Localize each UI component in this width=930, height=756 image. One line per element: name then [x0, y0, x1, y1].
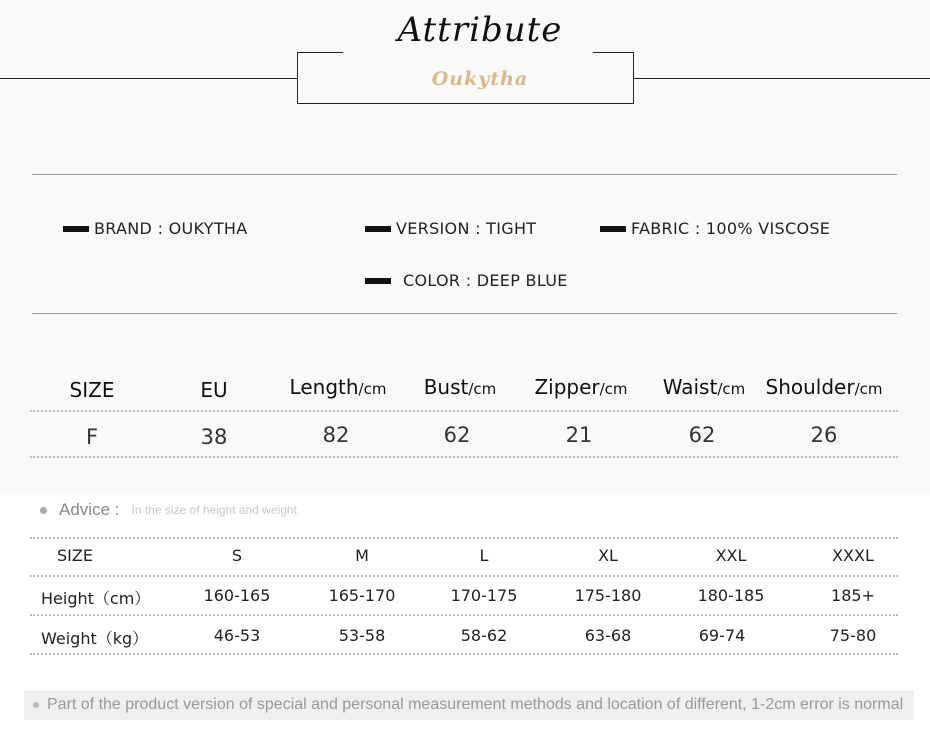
advice-label: Advice : [59, 500, 120, 519]
attribute-label: FABRIC : 100% VISCOSE [631, 219, 831, 238]
weight-value: 46-53 [213, 626, 261, 645]
header-rule-right [633, 78, 930, 79]
bust-value: 62 [443, 423, 471, 447]
bullet-dot-icon [40, 507, 47, 514]
bullet-bar-icon [600, 226, 626, 232]
dotted-divider [30, 537, 898, 539]
waist-header: Waist/cm [662, 375, 746, 399]
attribute-brand [63, 219, 248, 238]
weight-value: 63-68 [584, 626, 632, 645]
advice-col-header: S [231, 546, 243, 565]
length-header: Length/cm [289, 375, 387, 399]
bullet-dot-icon [33, 702, 39, 708]
weight-value: 75-80 [829, 626, 877, 645]
weight-row-label: Weight（kg） [41, 629, 149, 648]
dotted-divider [30, 653, 898, 655]
height-value: 170-175 [450, 586, 518, 605]
bust-header: Bust/cm [423, 375, 497, 399]
divider-top [32, 174, 897, 175]
section-title: Attribute [397, 10, 563, 50]
note-text: Part of the product version of special and personal measurement methods and location of different, 1-2cm error is normal [47, 696, 904, 713]
height-value: 160-165 [203, 586, 271, 605]
dotted-divider [30, 575, 898, 577]
waist-value: 62 [688, 423, 716, 447]
measurement-note [24, 690, 914, 720]
attribute-label: COLOR : DEEP BLUE [403, 271, 568, 290]
height-value: 180-185 [697, 586, 765, 605]
height-row-label: Height（cm） [41, 589, 151, 608]
advice-size-header: SIZE [57, 546, 93, 565]
advice-col-header: XXXL [832, 546, 874, 565]
shoulder-header: Shoulder/cm [765, 375, 883, 399]
attribute-color [365, 271, 568, 290]
advice-col-header: XXL [715, 546, 747, 565]
height-value: 185+ [831, 586, 875, 605]
eu-value: 38 [200, 425, 228, 449]
height-value: 175-180 [574, 586, 642, 605]
brand-subtitle: Oukytha [431, 68, 529, 90]
zipper-header: Zipper/cm [534, 375, 628, 399]
attribute-label: BRAND : OUKYTHA [94, 219, 248, 238]
advice-col-header: L [479, 546, 489, 565]
weight-value: 69-74 [698, 626, 746, 645]
dotted-divider [30, 410, 898, 412]
attribute-version [365, 219, 536, 238]
bullet-bar-icon [365, 226, 391, 232]
length-value: 82 [322, 423, 350, 447]
size-value: F [85, 425, 99, 449]
size-header: SIZE [69, 378, 115, 402]
attribute-fabric [600, 219, 830, 238]
attribute-label: VERSION : TIGHT [396, 219, 537, 238]
weight-value: 53-58 [338, 626, 386, 645]
advice-sublabel: In the size of height and weight [131, 503, 297, 517]
height-value: 165-170 [328, 586, 396, 605]
divider-middle [32, 313, 897, 314]
eu-header: EU [200, 378, 228, 402]
shoulder-value: 26 [810, 423, 838, 447]
bullet-bar-icon [63, 226, 89, 232]
weight-value: 58-62 [460, 626, 508, 645]
advice-col-header: XL [598, 546, 618, 565]
advice-col-header: M [355, 546, 369, 565]
dotted-divider [30, 614, 898, 616]
header-rule-left [0, 78, 297, 79]
dotted-divider [30, 456, 898, 458]
zipper-value: 21 [565, 423, 593, 447]
advice-heading [40, 500, 297, 520]
bullet-bar-icon [365, 278, 391, 284]
